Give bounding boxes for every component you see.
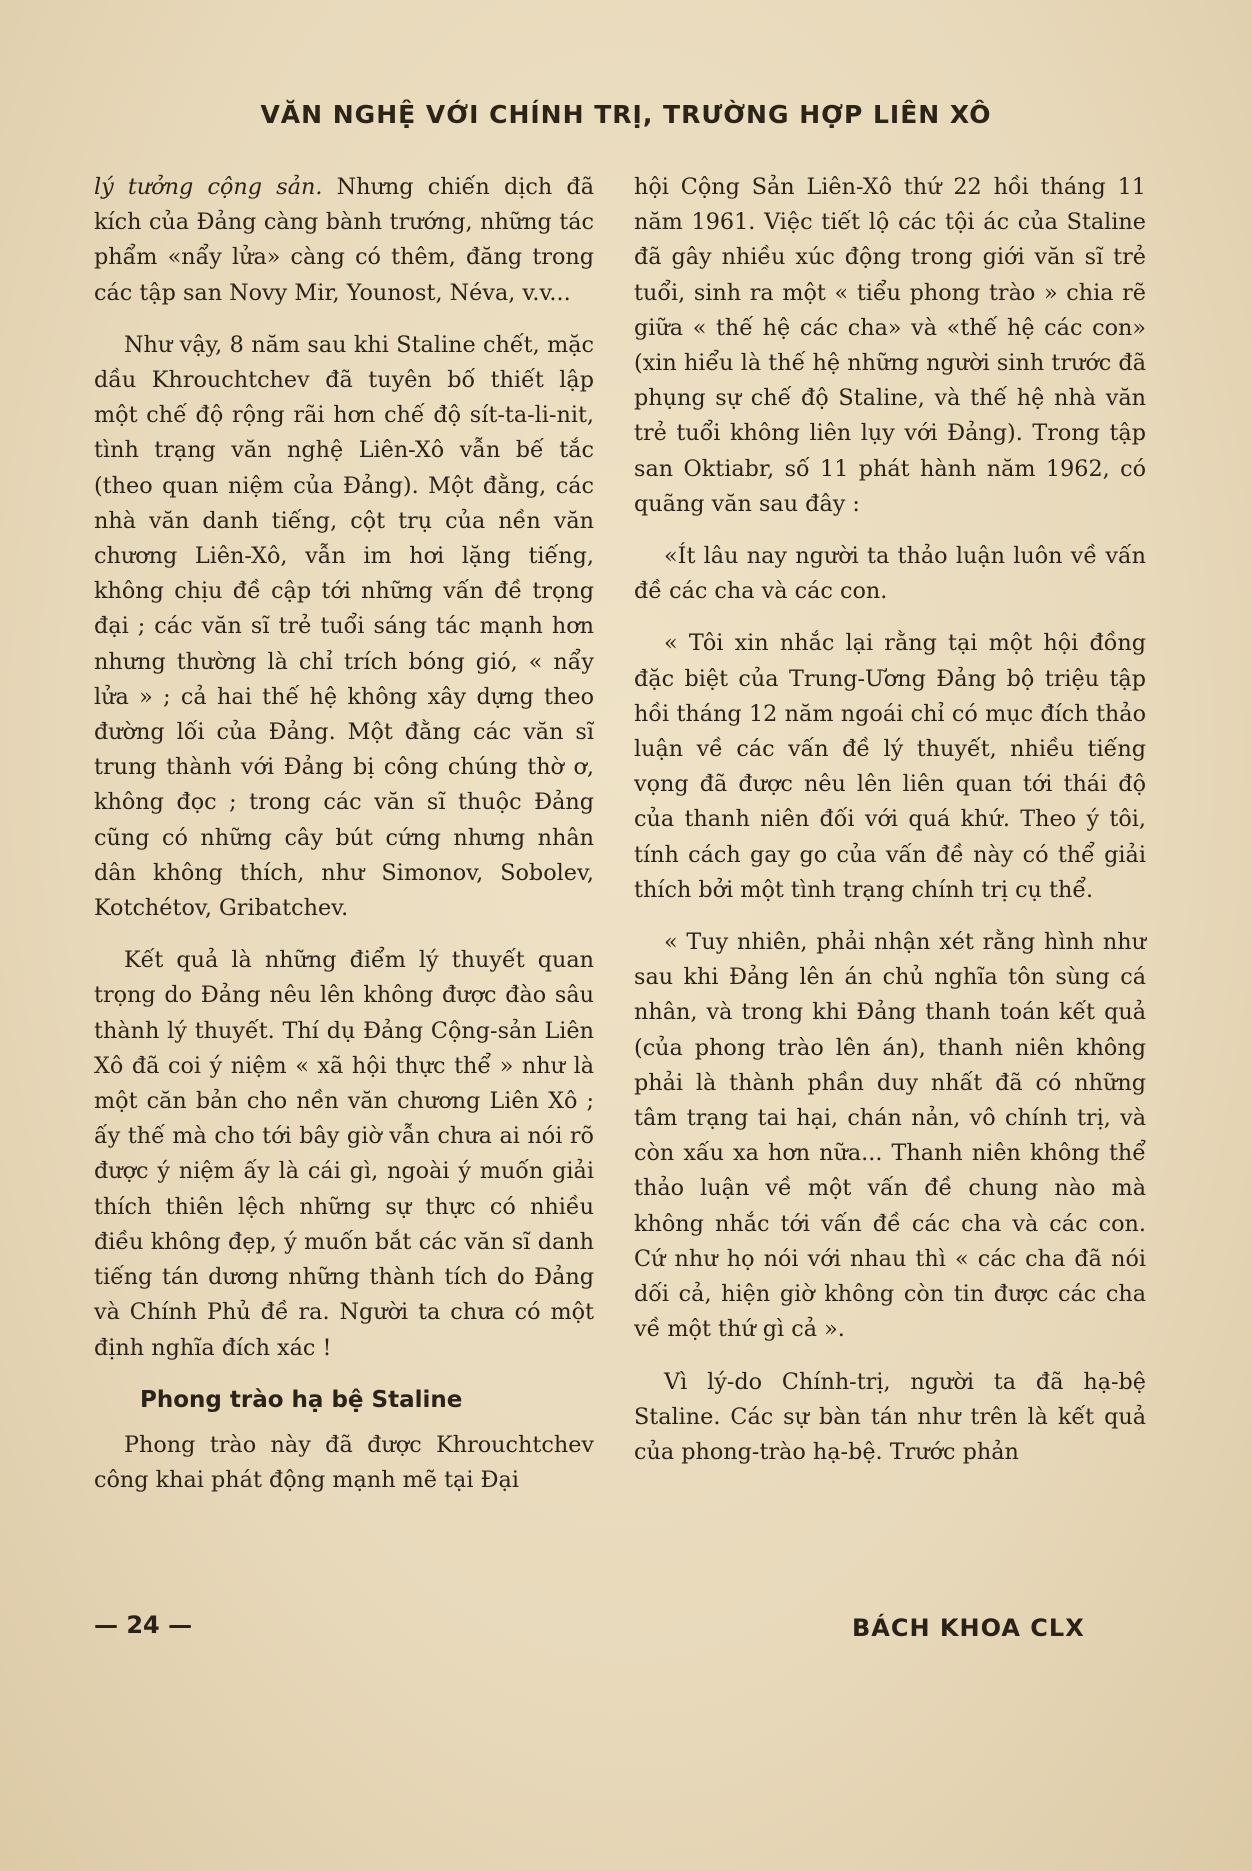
- paragraph-text: Nhưng chiến dịch đã kích của Đảng càng bành trướng, những tác phẩm «nẩy lửa» càng có thêm, đăng trong các tập san Novy Mir, Younost, Néva, v.v...: [94, 174, 594, 306]
- paragraph: [94, 170, 594, 311]
- right-column: [634, 170, 1146, 1487]
- left-column: [94, 170, 594, 1515]
- page-number: — 24 —: [94, 1611, 193, 1639]
- paragraph: Như vậy, 8 năm sau khi Staline chết, mặc dầu Khrouchtchev đã tuyên bố thiết lập một chế độ rộng rãi hơn chế độ sít-ta-li-nit, tình trạng văn nghệ Liên-Xô vẫn bế tắc (theo quan niệm của Đảng). Một đằng, các nhà văn danh tiếng, cột trụ của nền văn chương Liên-Xô, vẫn im hơi lặng tiếng, không chịu đề cập tới những vấn đề trọng đại ; các văn sĩ trẻ tuổi sáng tác mạnh hơn nhưng thường là chỉ trích bóng gió, « nẩy lửa » ; cả hai thế hệ không xây dựng theo đường lối của Đảng. Một đằng các văn sĩ trung thành với Đảng bị công chúng thờ ơ, không đọc ; trong các văn sĩ thuộc Đảng cũng có những cây bút cứng nhưng nhân dân không thích, như Simonov, Sobolev, Kotchétov, Gribatchev.: [94, 331, 594, 922]
- paragraph: hội Cộng Sản Liên-Xô thứ 22 hồi tháng 11 năm 1961. Việc tiết lộ các tội ác của Staline đã gây nhiều xúc động trong giới văn sĩ trẻ tuổi, sinh ra một « tiểu phong trào » chia rẽ giữa « thế hệ các cha» và «thế hệ các con» (xin hiểu là thế hệ những người sinh trước đã phụng sự chế độ Staline, và thế hệ nhà văn trẻ tuổi không liên lụy với Đảng). Trong tập san Oktiabr, số 11 phát hành năm 1962, có quãng văn sau đây :: [634, 174, 1146, 517]
- magazine-title: BÁCH KHOA CLX: [852, 1614, 1085, 1642]
- quote-paragraph: «Ít lâu nay người ta thảo luận luôn về vấn đề các cha và các con.: [634, 543, 1146, 605]
- paragraph: Phong trào này đã được Khrouchtchev công khai phát động mạnh mẽ tại Đại: [94, 1431, 594, 1494]
- quote-paragraph: « Tôi xin nhắc lại rằng tại một hội đồng đặc biệt của Trung-Ương Đảng bộ triệu tập hồi tháng 12 năm ngoái chỉ có mục đích thảo luận về các vấn đề lý thuyết, nhiều tiếng vọng đã được nêu lên liên quan tới thái độ của thanh niên đối với quá khứ. Theo ý tôi, tính cách gay go của vấn đề này có thể giải thích bởi một tình trạng chính trị cụ thể.: [634, 630, 1146, 903]
- paragraph: Kết quả là những điểm lý thuyết quan trọng do Đảng nêu lên không được đào sâu thành lý thuyết. Thí dụ Đảng Cộng-sản Liên Xô đã coi ý niệm « xã hội thực thể » như là một căn bản cho nền văn chương Liên Xô ; ấy thế mà cho tới bây giờ vẫn chưa ai nói rõ được ý niệm ấy là cái gì, ngoài ý muốn giải thích thiên lệch những sự thực có nhiều điều không đẹp, ý muốn bắt các văn sĩ danh tiếng tán dương những thành tích do Đảng và Chính Phủ đề ra. Người ta chưa có một định nghĩa đích xác !: [94, 947, 594, 1361]
- section-heading: Phong trào hạ bệ Staline: [140, 1386, 463, 1413]
- paragraph: Vì lý-do Chính-trị, người ta đã hạ-bệ Staline. Các sự bàn tán như trên là kết quả của phong-trào hạ-bệ. Trước phản: [634, 1368, 1146, 1465]
- quote-paragraph: « Tuy nhiên, phải nhận xét rằng hình như sau khi Đảng lên án chủ nghĩa tôn sùng cá nhân, và trong khi Đảng thanh toán kết quả (của phong trào lên án), thanh niên không phải là thành phần duy nhất đã có những tâm trạng tai hại, chán nản, vô chính trị, và còn xấu xa hơn nữa... Thanh niên không thể thảo luận về một vấn đề chung nào mà không nhắc tới vấn đề các cha và các con. Cứ như họ nói với nhau thì « các cha đã nói dối cả, hiện giờ không còn tin được các cha về một thứ gì cả ».: [634, 929, 1146, 1343]
- running-header: VĂN NGHỆ VỚI CHÍNH TRỊ, TRƯỜNG HỢP LIÊN XÔ: [260, 100, 992, 129]
- italic-phrase: lý tưởng cộng sản.: [94, 174, 323, 200]
